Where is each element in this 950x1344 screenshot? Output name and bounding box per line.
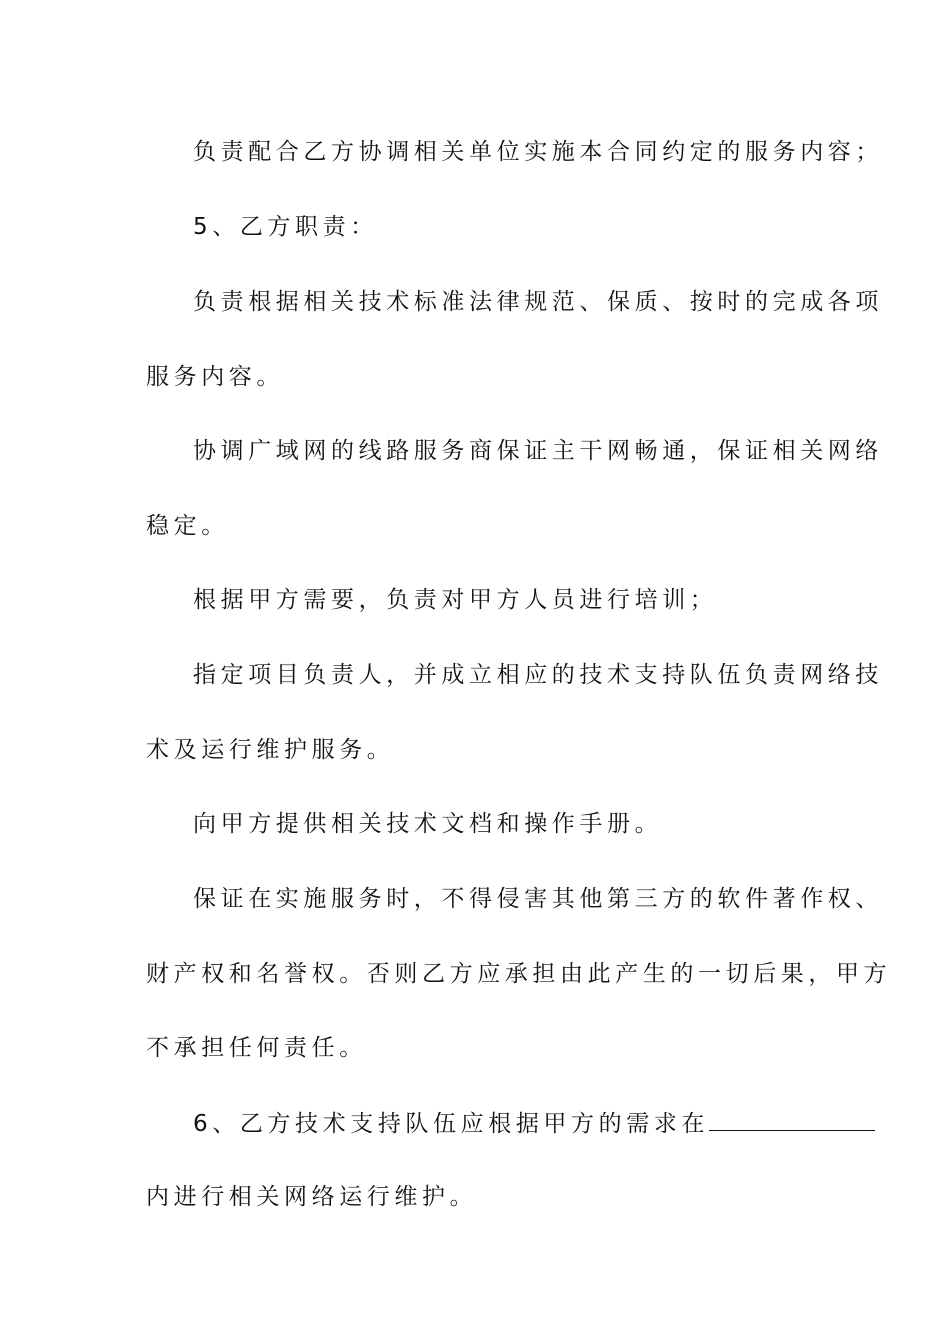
paragraph-text: 6、乙方技术支持队伍应根据甲方的需求在 bbox=[193, 1111, 710, 1137]
paragraph-line: 向甲方提供相关技术文档和操作手册。 bbox=[193, 811, 663, 837]
paragraph-line: 协调广域网的线路服务商保证主干网畅通，保证相关网络 bbox=[193, 438, 883, 464]
paragraph-line: 服务内容。 bbox=[146, 364, 284, 390]
paragraph-line: 不承担任何责任。 bbox=[146, 1035, 367, 1061]
paragraph-line: 指定项目负责人，并成立相应的技术支持队伍负责网络技 bbox=[193, 662, 883, 688]
section-heading-5: 5、乙方职责： bbox=[193, 214, 378, 240]
paragraph-line: 负责配合乙方协调相关单位实施本合同约定的服务内容； bbox=[193, 139, 883, 165]
paragraph-line: 内进行相关网络运行维护。 bbox=[146, 1184, 478, 1210]
paragraph-line: 稳定。 bbox=[146, 513, 229, 539]
fill-in-blank[interactable] bbox=[709, 1108, 875, 1131]
paragraph-line: 保证在实施服务时，不得侵害其他第三方的软件著作权、 bbox=[193, 886, 883, 912]
paragraph-line: 负责根据相关技术标准法律规范、保质、按时的完成各项 bbox=[193, 289, 883, 315]
section-heading-6 bbox=[193, 1108, 875, 1139]
paragraph-line: 财产权和名誉权。否则乙方应承担由此产生的一切后果，甲方 bbox=[146, 961, 892, 987]
paragraph-line: 根据甲方需要，负责对甲方人员进行培训； bbox=[193, 587, 718, 613]
paragraph-line: 术及运行维护服务。 bbox=[146, 737, 395, 763]
